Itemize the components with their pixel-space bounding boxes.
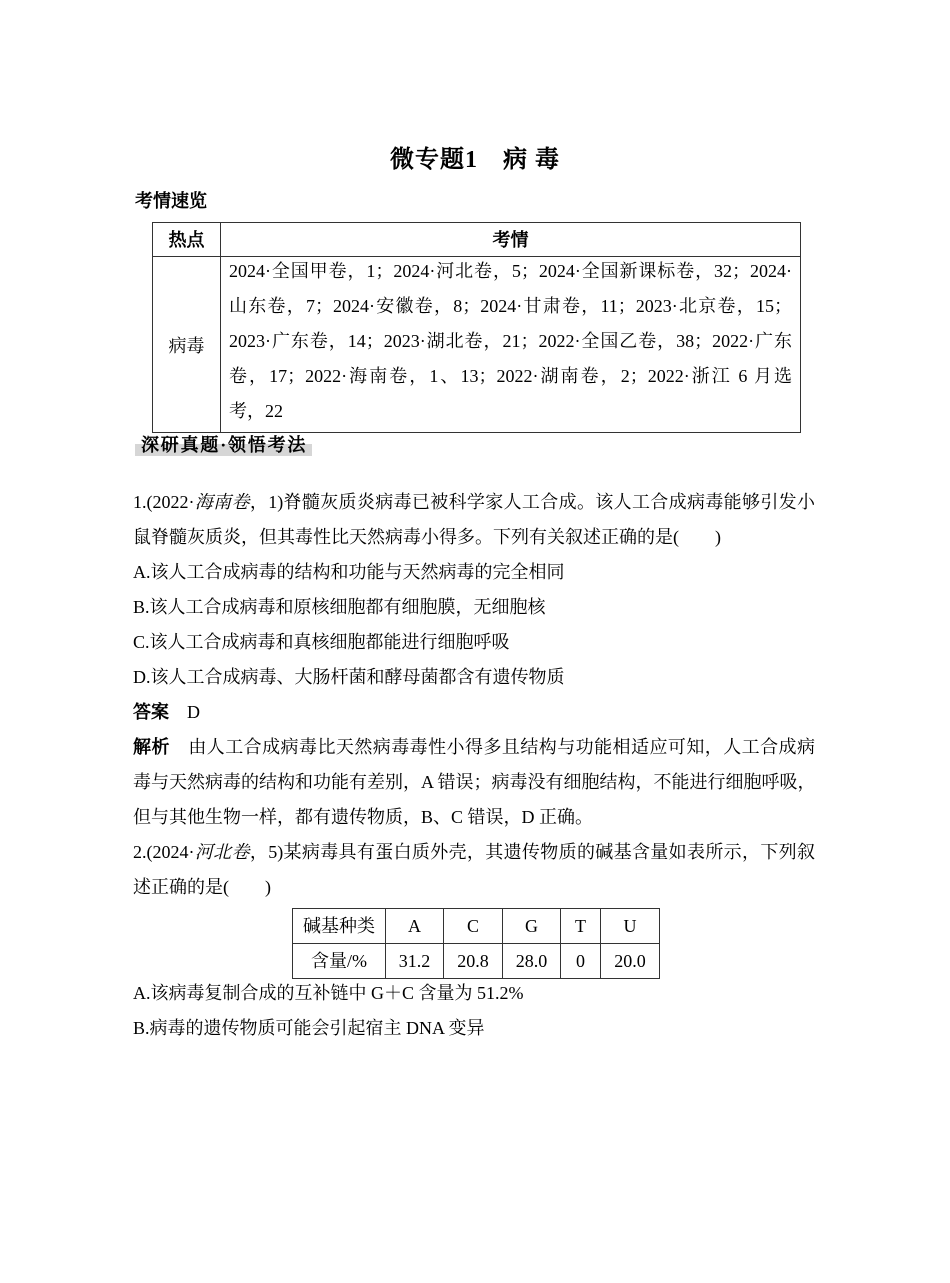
base-table-header-cell: G xyxy=(503,909,561,944)
question-1-answer-line xyxy=(133,695,815,730)
overview-detail-line: 2024·全国甲卷，1；2024·河北卷，5；2024·全国新课标卷，32；2024· xyxy=(229,261,792,281)
question-2-stem-line: 述正确的是( ) xyxy=(133,877,271,897)
question-1-option-a: A.该人工合成病毒的结构和功能与天然病毒的完全相同 xyxy=(133,562,565,582)
overview-table xyxy=(152,222,801,433)
base-table-header-cell: U xyxy=(601,909,660,944)
overview-detail-line: 卷，17；2022·海南卷，1、13；2022·湖南卷，2；2022·浙江 6 月选 xyxy=(229,366,792,386)
base-table-cell: 20.0 xyxy=(601,944,660,979)
base-table-header-cell: T xyxy=(561,909,601,944)
analysis-label: 解析 xyxy=(133,737,170,757)
question-2-number: 2. xyxy=(133,842,147,862)
question-1-analysis-line: 但与其他生物一样，都有遗传物质，B、C 错误，D 正确。 xyxy=(133,807,594,827)
overview-detail-line: 山东卷，7；2024·安徽卷，8；2024·甘肃卷，11；2023·北京卷，15； xyxy=(229,296,792,316)
question-2-option-b: B.病毒的遗传物质可能会引起宿主 DNA 变异 xyxy=(133,1018,485,1038)
question-2-option-a: A.该病毒复制合成的互补链中 G＋C 含量为 51.2% xyxy=(133,983,524,1003)
analysis-text: 由人工合成病毒比天然病毒毒性小得多且结构与功能相适应可知，人工合成病 xyxy=(187,737,815,757)
base-table-header-row xyxy=(293,909,660,944)
overview-detail-cell xyxy=(221,257,801,433)
question-1-analysis-line: 毒与天然病毒的结构和功能有差别，A 错误；病毒没有细胞结构，不能进行细胞呼吸， xyxy=(133,772,816,792)
overview-header-detail: 考情 xyxy=(221,223,801,257)
question-2-stem-line xyxy=(133,835,815,870)
question-1-stem-text: 脊髓灰质炎病毒已被科学家人工合成。该人工合成病毒能够引发小 xyxy=(283,492,816,512)
question-1-source-open: (2022· xyxy=(146,492,195,512)
practice-heading: 深研真题·领悟考法 xyxy=(135,434,312,456)
question-1-analysis-line xyxy=(133,730,815,765)
overview-topic-cell: 病毒 xyxy=(153,257,221,433)
question-2-source-open: (2024· xyxy=(146,842,195,862)
overview-header-row xyxy=(153,223,801,257)
question-1-option-d: D.该人工合成病毒、大肠杆菌和酵母菌都含有遗传物质 xyxy=(133,667,565,687)
base-table-cell: 0 xyxy=(561,944,601,979)
question-1-option-c: C.该人工合成病毒和真核细胞都能进行细胞呼吸 xyxy=(133,632,510,652)
base-table-header-cell: C xyxy=(444,909,503,944)
overview-detail-line: 考，22 xyxy=(229,401,283,421)
base-table-row xyxy=(293,944,660,979)
overview-header-topic: 热点 xyxy=(153,223,221,257)
question-2-options xyxy=(133,976,815,1046)
question-2-source-paper: 河北卷 xyxy=(194,842,250,862)
base-table-header-cell: 碱基种类 xyxy=(293,909,386,944)
base-table-cell: 31.2 xyxy=(386,944,444,979)
base-content-table xyxy=(292,908,660,979)
questions-block xyxy=(133,485,815,905)
base-table-cell: 28.0 xyxy=(503,944,561,979)
question-1-number: 1. xyxy=(133,492,147,512)
question-2-stem-text: 某病毒具有蛋白质外壳，其遗传物质的碱基含量如表所示，下列叙 xyxy=(283,842,816,862)
overview-detail-line: 2023·广东卷，14；2023·湖北卷，21；2022·全国乙卷，38；2022·广东 xyxy=(229,331,792,351)
overview-body-row xyxy=(153,257,801,433)
question-1-option-b: B.该人工合成病毒和原核细胞都有细胞膜，无细胞核 xyxy=(133,597,546,617)
overview-detail-lines xyxy=(229,254,792,429)
question-1-source-paper: 海南卷 xyxy=(194,492,250,512)
question-2-source-close: ，5) xyxy=(249,842,284,862)
answer-label: 答案 xyxy=(133,702,169,722)
page-title: 微专题1 病 毒 xyxy=(390,147,560,173)
base-table-cell: 含量/% xyxy=(293,944,386,979)
question-1-stem-line xyxy=(133,485,815,520)
base-table-header-cell: A xyxy=(386,909,444,944)
question-1-stem-line: 鼠脊髓灰质炎，但其毒性比天然病毒小得多。下列有关叙述正确的是( ) xyxy=(133,527,721,547)
base-table-cell: 20.8 xyxy=(444,944,503,979)
question-1-source-close: ，1) xyxy=(249,492,284,512)
overview-heading: 考情速览 xyxy=(135,191,207,211)
answer-value: D xyxy=(187,702,200,722)
